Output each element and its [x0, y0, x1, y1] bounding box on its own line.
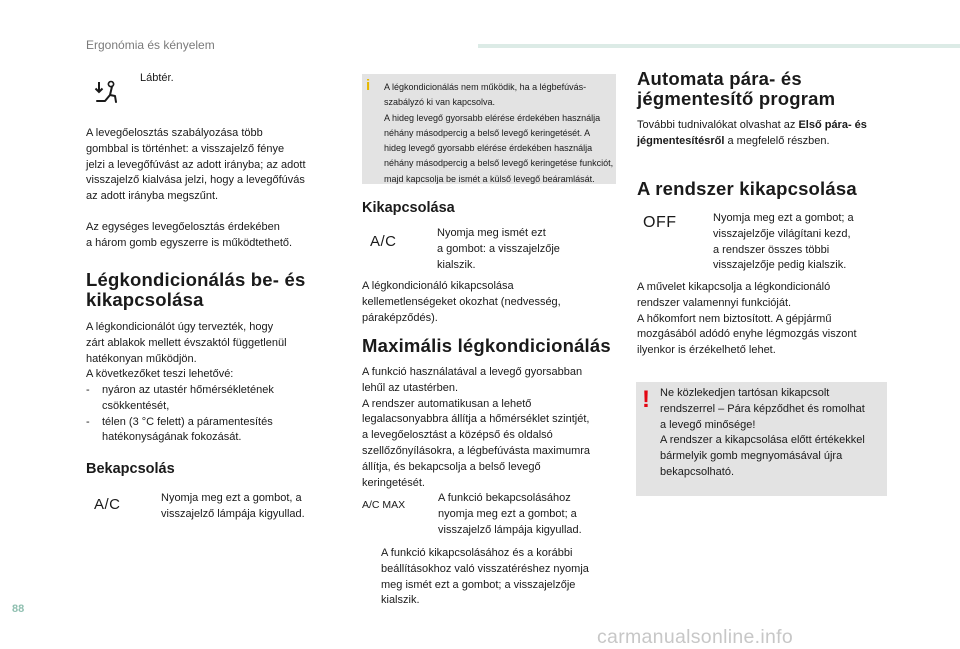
- warning-text: Ne közlekedjen tartósan kikapcsolt rendszerrel – Pára képződhet és romolhat a levegő minősége! A rendszer a kikapcsolása előtt értékekkel bármelyik gomb megnyomásával újra bekapcsolható.: [660, 387, 865, 478]
- auto-demist-paragraph: További tudnivalókat olvashat az Első pára- és jégmentesítésről a megfelelő részben.: [637, 119, 867, 147]
- info-text: A légkondicionálás nem működik, ha a légbefúvás- szabályzó ki van kapcsolva. A hideg levegő gyorsabb elérése érdekében használja néhány másodpercig a belső levegő keringetését. A hideg levegő gyorsabb elérése érdekében használja néhány másodpercig a belső levegő keringetése funkciót, majd kapcsolja be ismét a külső levegő beáramlását.: [384, 82, 614, 184]
- ac-on-instruction: Nyomja meg ezt a gombot, a visszajelző lámpája kigyullad.: [161, 492, 305, 520]
- ac-off-button-label: A/C: [370, 233, 397, 250]
- heading-ac-on-off: Légkondicionálás be- és kikapcsolása: [86, 269, 306, 310]
- footwell-label: Lábtér.: [140, 72, 174, 84]
- heading-switch-on: Bekapcsolás: [86, 461, 175, 477]
- heading-system-off: A rendszer kikapcsolása: [637, 178, 857, 199]
- ac-max-button-label: A/C MAX: [362, 499, 406, 511]
- ac-on-button-label: A/C: [94, 496, 121, 513]
- page-number: 88: [12, 603, 25, 615]
- footwell-airflow-icon: [94, 80, 128, 110]
- system-off-instruction: Nyomja meg ezt a gombot; a visszajelzője világítani kezd, a rendszer összes többi visszajelzője pedig kialszik.: [713, 212, 854, 272]
- heading-auto-demist: Automata pára- és jégmentesítő program: [637, 68, 836, 109]
- watermark: carmanualsonline.info: [597, 626, 793, 648]
- ac-max-off-instruction: A funkció kikapcsolásához és a korábbi beállításokhoz való visszatéréshez nyomja meg ismét ezt a gombot; a visszajelzője kialszik.: [381, 547, 589, 607]
- info-icon: i: [366, 77, 371, 94]
- airflow-paragraph: A levegőelosztás szabályozása több gombbal is történhet: a visszajelző fénye jelzi a levegőfúvást az adott irányba; az adott visszajelző kialvása jelzi, hogy a levegőfúvás az adott irányba megszűnt.: [86, 127, 306, 203]
- header-accent-bar: [478, 44, 960, 48]
- heading-max-ac: Maximális légkondicionálás: [362, 335, 611, 356]
- uniform-airflow-paragraph: Az egységes levegőelosztás érdekében a három gomb egyszerre is működtethető.: [86, 221, 293, 249]
- ac-description-paragraph: A légkondicionálót úgy tervezték, hogy zárt ablakok mellett évszaktól függetlenül hatékonyan működjön. A következőket teszi lehetővé:: [86, 321, 287, 381]
- section-header: Ergonómia és kényelem: [86, 38, 215, 52]
- ac-off-paragraph: A légkondicionáló kikapcsolása kellemetlenségeket okozhat (nedvesség, páraképződés).: [362, 280, 561, 324]
- max-ac-paragraph: A funkció használatával a levegő gyorsabban lehűl az utastérben. A rendszer automatikusan a lehető legalacsonyabbra állítja a hőmérséklet szintjét, a levegőelosztást a középső és oldalsó szellőzőnyílásokra, a légbefúvásta maximumra állítja, és bekapcsolja a belső levegő keringetését.: [362, 366, 591, 489]
- heading-switch-off: Kikapcsolása: [362, 200, 455, 216]
- off-button-label: OFF: [643, 214, 677, 231]
- warning-icon: !: [642, 386, 650, 413]
- ac-max-on-instruction: A funkció bekapcsolásához nyomja meg ezt a gombot; a visszajelző lámpája kigyullad.: [438, 492, 582, 536]
- system-off-paragraph: A művelet kikapcsolja a légkondicionáló rendszer valamennyi funkcióját. A hőkomfort nem biztosított. A gépjármű mozgásából adódó enyhe légmozgás viszont ilyenkor is érzékelhető lehet.: [637, 281, 857, 357]
- ac-off-instruction: Nyomja meg ismét ezt a gombot: a visszajelzője kialszik.: [437, 227, 560, 271]
